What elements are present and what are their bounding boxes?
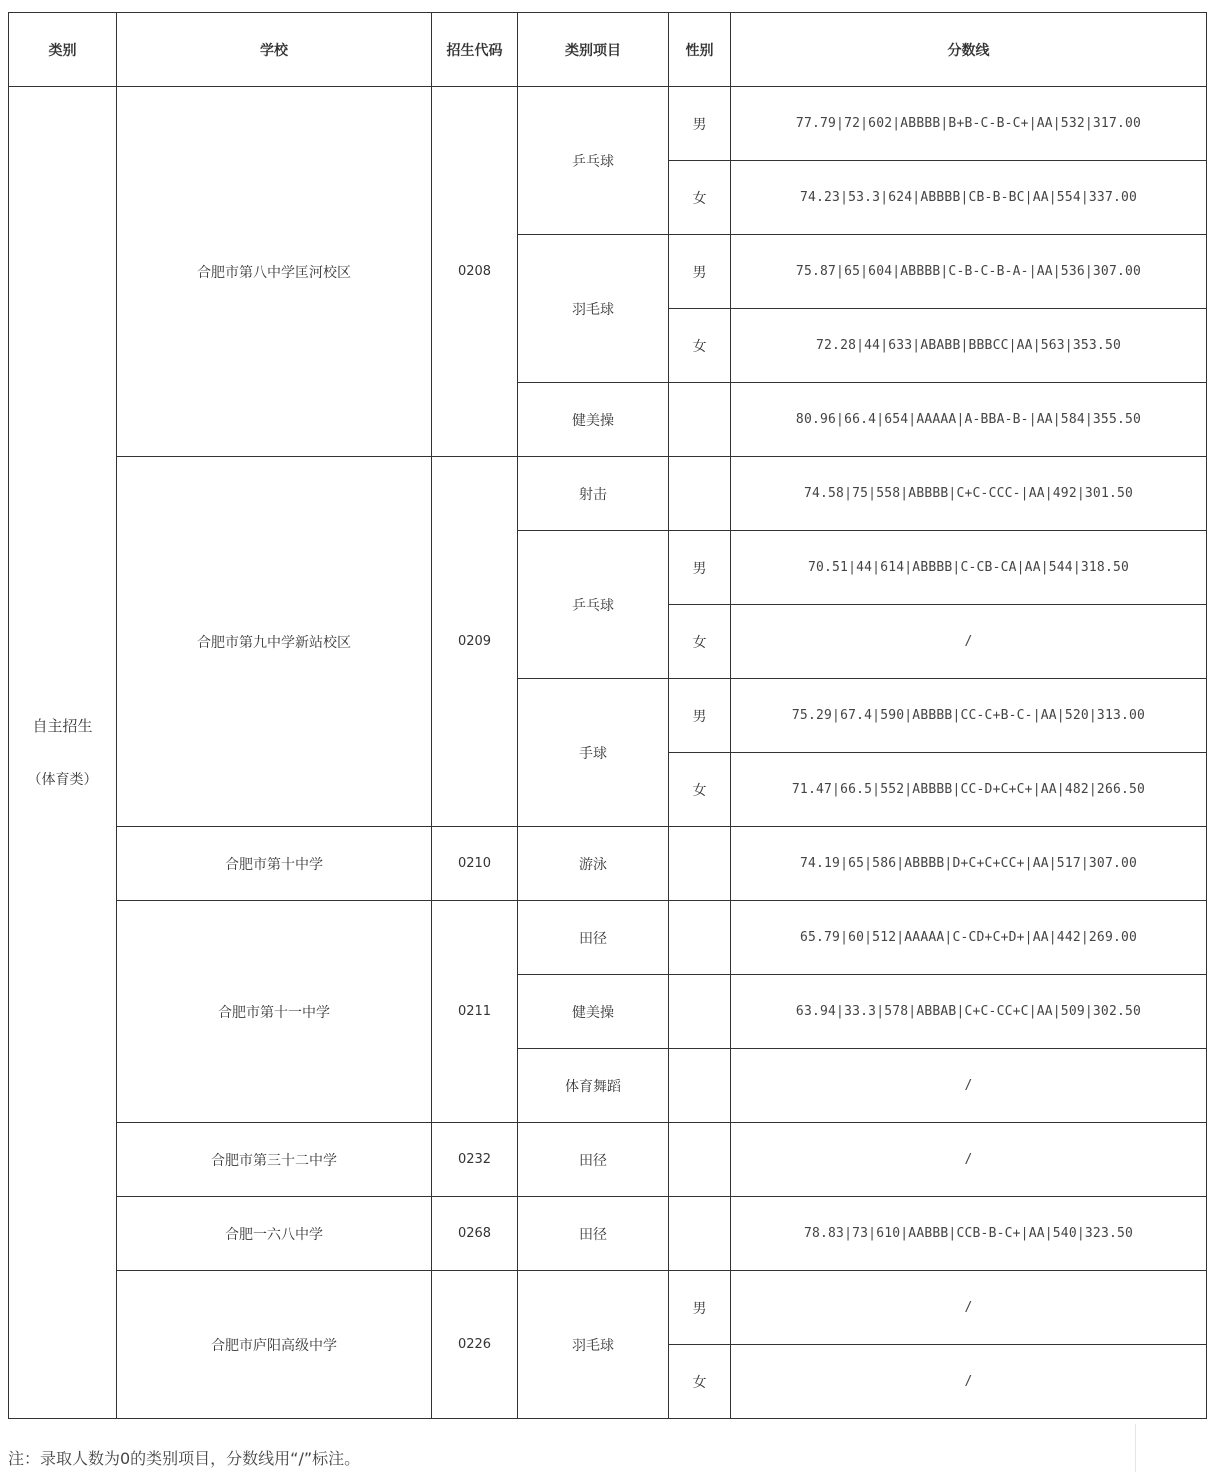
footnote: 注：录取人数为0的类别项目，分数线用“/”标注。: [8, 1449, 361, 1468]
score-cell: 71.47|66.5|552|ABBBB|CC-D+C+C+|AA|482|266.50: [731, 753, 1207, 827]
item-name: 射击: [518, 457, 669, 531]
item-name: 体育舞蹈: [518, 1049, 669, 1123]
item-name: 羽毛球: [518, 1271, 669, 1419]
score-cell: /: [731, 605, 1207, 679]
table-row: [9, 1271, 1207, 1345]
gender-cell: 女: [669, 605, 731, 679]
admission-score-table: [8, 12, 1207, 1419]
item-name: 健美操: [518, 975, 669, 1049]
score-cell: 74.19|65|586|ABBBB|D+C+C+CC+|AA|517|307.00: [731, 827, 1207, 901]
gender-cell: 男: [669, 1271, 731, 1345]
score-cell: 74.23|53.3|624|ABBBB|CB-B-BC|AA|554|337.00: [731, 161, 1207, 235]
score-cell: 80.96|66.4|654|AAAAA|A-BBA-B-|AA|584|355.50: [731, 383, 1207, 457]
table-row: [9, 1123, 1207, 1197]
score-cell: 77.79|72|602|ABBBB|B+B-C-B-C+|AA|532|317.00: [731, 87, 1207, 161]
gender-cell: 女: [669, 161, 731, 235]
table-row: [9, 1197, 1207, 1271]
score-cell: 65.79|60|512|AAAAA|C-CD+C+D+|AA|442|269.00: [731, 901, 1207, 975]
school-code: 0208: [432, 87, 518, 457]
school-code: 0268: [432, 1197, 518, 1271]
header-school: 学校: [117, 13, 432, 87]
table-row: [9, 457, 1207, 531]
score-cell: /: [731, 1049, 1207, 1123]
gender-cell: [669, 383, 731, 457]
gender-cell: [669, 975, 731, 1049]
score-cell: 78.83|73|610|AABBB|CCB-B-C+|AA|540|323.50: [731, 1197, 1207, 1271]
gender-cell: 男: [669, 235, 731, 309]
table-header-row: [9, 13, 1207, 87]
score-cell: 70.51|44|614|ABBBB|C-CB-CA|AA|544|318.50: [731, 531, 1207, 605]
gender-cell: [669, 901, 731, 975]
header-category: 类别: [9, 13, 117, 87]
gender-cell: [669, 827, 731, 901]
school-code: 0210: [432, 827, 518, 901]
item-name: 田径: [518, 1123, 669, 1197]
header-code: 招生代码: [432, 13, 518, 87]
item-name: 羽毛球: [518, 235, 669, 383]
item-name: 乒乓球: [518, 531, 669, 679]
category-label: 自主招生: [32, 716, 93, 735]
table-row: [9, 87, 1207, 161]
header-item: 类别项目: [518, 13, 669, 87]
gender-cell: [669, 1197, 731, 1271]
school-name: 合肥市第三十二中学: [117, 1123, 432, 1197]
divider: [1135, 1424, 1136, 1472]
score-cell: 75.87|65|604|ABBBB|C-B-C-B-A-|AA|536|307.00: [731, 235, 1207, 309]
school-name: 合肥市庐阳高级中学: [117, 1271, 432, 1419]
header-score: 分数线: [731, 13, 1207, 87]
school-name: 合肥一六八中学: [117, 1197, 432, 1271]
header-gender: 性别: [669, 13, 731, 87]
gender-cell: 女: [669, 309, 731, 383]
school-name: 合肥市第十中学: [117, 827, 432, 901]
score-cell: 63.94|33.3|578|ABBAB|C+C-CC+C|AA|509|302.50: [731, 975, 1207, 1049]
school-code: 0232: [432, 1123, 518, 1197]
category-sublabel: （体育类）: [27, 771, 98, 788]
school-name: 合肥市第八中学匡河校区: [117, 87, 432, 457]
school-name: 合肥市第九中学新站校区: [117, 457, 432, 827]
school-code: 0226: [432, 1271, 518, 1419]
score-cell: 72.28|44|633|ABABB|BBBCC|AA|563|353.50: [731, 309, 1207, 383]
gender-cell: 男: [669, 87, 731, 161]
gender-cell: 男: [669, 531, 731, 605]
category-cell: [9, 87, 117, 1419]
item-name: 田径: [518, 1197, 669, 1271]
gender-cell: 女: [669, 1345, 731, 1419]
score-cell: 74.58|75|558|ABBBB|C+C-CCC-|AA|492|301.50: [731, 457, 1207, 531]
gender-cell: [669, 1049, 731, 1123]
score-cell: /: [731, 1271, 1207, 1345]
table-body: [9, 87, 1207, 1419]
table-row: [9, 827, 1207, 901]
school-code: 0211: [432, 901, 518, 1123]
item-name: 乒乓球: [518, 87, 669, 235]
score-table-container: [8, 12, 1207, 1419]
gender-cell: [669, 1123, 731, 1197]
score-cell: /: [731, 1123, 1207, 1197]
item-name: 手球: [518, 679, 669, 827]
gender-cell: 男: [669, 679, 731, 753]
table-row: [9, 901, 1207, 975]
score-cell: 75.29|67.4|590|ABBBB|CC-C+B-C-|AA|520|313.00: [731, 679, 1207, 753]
school-code: 0209: [432, 457, 518, 827]
school-name: 合肥市第十一中学: [117, 901, 432, 1123]
item-name: 游泳: [518, 827, 669, 901]
gender-cell: 女: [669, 753, 731, 827]
score-cell: /: [731, 1345, 1207, 1419]
gender-cell: [669, 457, 731, 531]
item-name: 健美操: [518, 383, 669, 457]
item-name: 田径: [518, 901, 669, 975]
